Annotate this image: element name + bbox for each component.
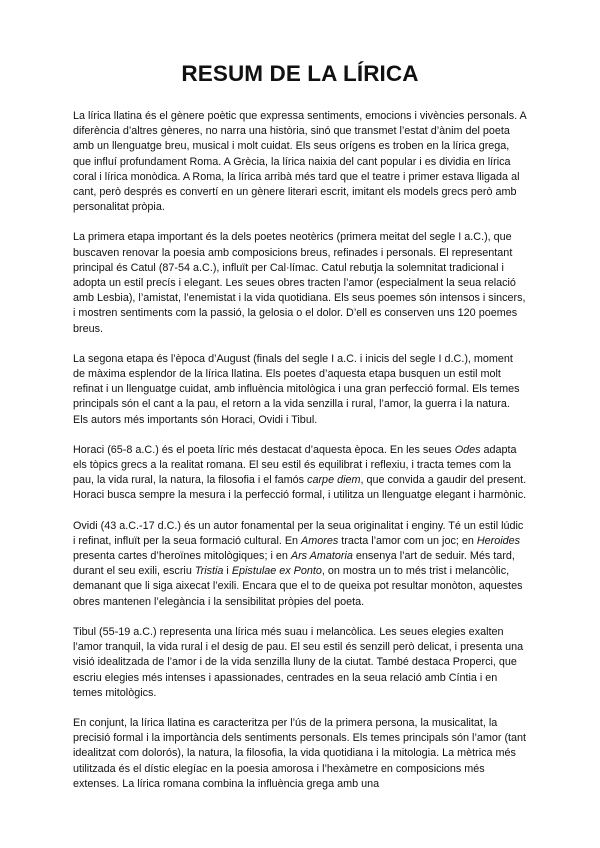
paragraph-text: Ovidi (43 a.C.-17 d.C.) és un autor fonamental per la seua originalitat i enginy. Té un estil lúdic i refinat, influït per la seua formació cultural. En: [73, 519, 524, 547]
italic-title: Heroides: [476, 534, 521, 547]
paragraph-text: , on mostra un to més trist i melancòlic, demanant que li siga aixecat l’exili. Encara que el to de queixa pot resultar monòton, aquestes obres mantenen l’elegància i la sensibilitat pròpies del poeta.: [73, 565, 523, 608]
italic-title: carpe diem: [307, 474, 361, 487]
italic-title: Epistulae ex Ponto: [231, 565, 322, 578]
paragraph-text: presenta cartes d’heroïnes mitològiques; i en: [73, 550, 291, 563]
body-paragraph: [73, 519, 527, 610]
paragraph-text: ensenya l’art de seduir. Més tard, durant el seu exili, escriu: [73, 550, 515, 578]
paragraph-text: adapta els tòpics grecs a la realitat romana. El seu estil és equilibrat i reflexiu, i tracta temes com la pau, la vida rural, la natura, la filosofia i el famós: [73, 443, 517, 487]
italic-title: Ars Amatoria: [290, 550, 353, 563]
paragraph-text: Tibul (55-19 a.C.) representa una lírica més suau i melancòlica. Les seues elegies exalten l’amor tranquil, la vida rural i el desig de pau. El seu estil és senzill però delicat, i presenta una visió idealitzada de l’amor i de la vida senzilla lluny de la ciutat. També destaca Properci, que escriu elegies més intenses i apassionades, centrades en la seua relació amb Cíntia i en temes mitològics.: [73, 625, 524, 699]
body-paragraph: [73, 716, 527, 792]
paragraph-text: , que convida a gaudir del present. Horaci busca sempre la mesura i la perfecció formal, i utilitza un llenguatge elegant i harmònic.: [73, 474, 527, 502]
italic-title: Amores: [301, 534, 339, 547]
body-paragraph: [73, 230, 527, 336]
paragraph-text: tracta l’amor com un joc; en: [338, 534, 477, 547]
paragraph-text: La lírica llatina és el gènere poètic que expressa sentiments, emocions i vivències personals. A diferència d’altres gèneres, no narra una història, sinó que transmet l’estat d’ànim del poeta amb un llenguatge breu, musical i molt cuidat. Els seus orígens es troben en la lírica grega, que influí profundament Roma. A Grècia, la lírica naixia del cant popular i es dividia en lírica coral i lírica monòdica. A Roma, la lírica arribà més tard que el teatre i primer estava lligada al cant, però després es convertí en un gènere literari escrit, imitant els models grecs però amb personalitat pròpia.: [73, 110, 527, 214]
italic-title: Odes: [454, 443, 481, 456]
body-paragraph: [73, 625, 527, 701]
page-title: RESUM DE LA LÍRICA: [181, 61, 419, 86]
paragraph-text: i: [223, 565, 232, 578]
paragraph-text: La primera etapa important és la dels poetes neotèrics (primera meitat del segle I a.C.), que buscaven renovar la poesia amb composicions breus, refinades i personals. El representant principal és Catul (87-54 a.C.), influït per Cal·límac. Catul rebutja la solemnitat tradicional i adopta un estil precís i elegant. Les seues obres tracten l’amor (especialment la seua relació amb Lesbia), l’amistat, l’enemistat i la vida quotidiana. Els seus poemes són intensos i sincers, i mostren sentiments com la passió, la gelosia o el dolor. D’ell es conserven uns 120 poemes breus.: [73, 231, 526, 335]
document-body: [73, 109, 527, 792]
paragraph-text: Horaci (65-8 a.C.) és el poeta líric més destacat d’aquesta època. En les seues: [73, 443, 455, 456]
paragraph-text: En conjunt, la lírica llatina es caracteritza per l’ús de la primera persona, la musicalitat, la precisió formal i la importància dels sentiments personals. Els temes principals són l’amor (tant idealitzat com dolorós), la natura, la filosofia, la vida quotidiana i la mitologia. La mètrica més utilitzada és el dístic elegíac en la poesia amorosa i l’hexàmetre en composicions més extenses. La lírica romana combina la influència grega amb una: [73, 716, 527, 790]
paragraph-text: La segona etapa és l’època d’August (finals del segle I a.C. i inicis del segle I d.C.), moment de màxima esplendor de la lírica llatina. Els poetes d’aquesta etapa busquen un estil molt refinat i un llenguatge cuidat, amb influència mitològica i una gran perfecció formal. Els temes principals són el cant a la pau, el retorn a la vida senzilla i rural, l’amor, la guerra i la natura. Els autors més importants són Horaci, Ovidi i Tibul.: [73, 352, 520, 426]
body-paragraph: [73, 352, 527, 428]
body-paragraph: [73, 109, 527, 215]
body-paragraph: [73, 443, 527, 504]
italic-title: Tristia: [194, 565, 224, 578]
